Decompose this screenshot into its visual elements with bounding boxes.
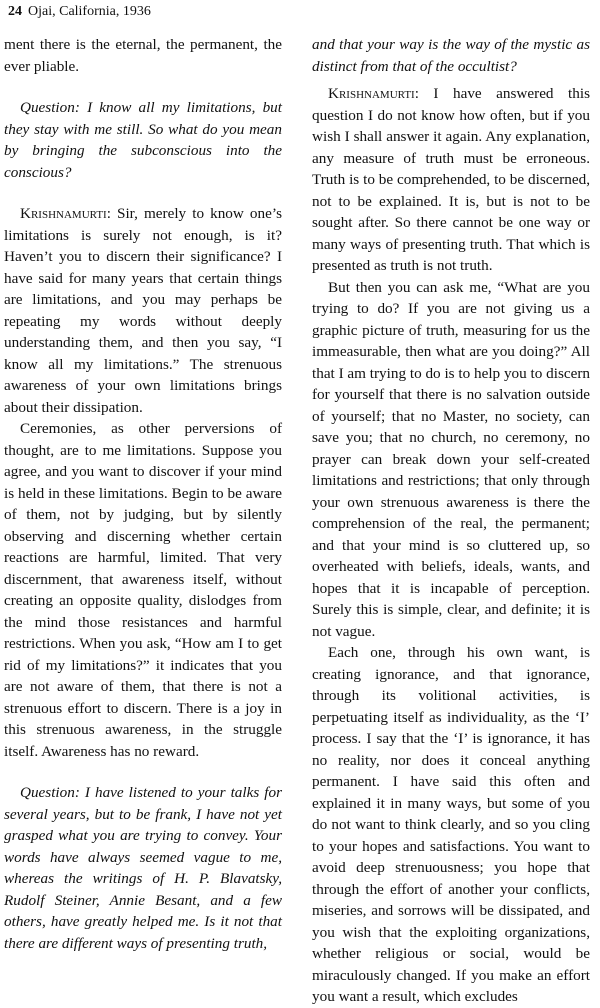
running-header — [8, 3, 151, 20]
answer-1 — [4, 203, 282, 418]
question-2-continued: and that your way is the way of the mystic as distinct from that of the occultist? — [312, 36, 590, 75]
question-2: Question: I have listened to your talks for several years, but to be frank, I have not yet grasped what you are trying to convey. Your words have always seemed vague to me, whereas the writings of H. P. Blavatsky, Rudolf Steiner, Annie Besant, and a few others, have greatly helped me. Is it not that there are different ways of presenting truth, — [4, 784, 282, 952]
answer-2-paragraph-3: Each one, through his own want, is creating ignorance, and that ignorance, through its volitional activities, is perpetuating itself as individuality, as the ‘I’ process. I say that the ‘I’ is ignorance, it has no reality, nor does it conceal anything permanent. I have said this often and explained it in many ways, but some of you do not want to think clearly, and so you cling to your hopes and satisfactions. You want to avoid deep strenuousness; you hope that through the effort of another your conflicts, miseries, and sorrows will be dissipated, and you wish that the exploiting organizations, whether religious or social, would be miraculously changed. If you make an effort you want a result, which excludes — [312, 644, 590, 1005]
question-1: Question: I know all my limitations, but they stay with me still. So what do you mean by bringing the subconscious into the conscious? — [4, 99, 282, 181]
page-number: 24 — [8, 4, 22, 19]
running-title: Ojai, California, 1936 — [28, 4, 151, 19]
answer-2-paragraph-2: But then you can ask me, “What are you trying to do? If you are not giving us a graphic picture of truth, measuring for us the immeasurable, then what are you doing?” All that I am trying to do is to help you to discern for yourself that there is no salvation outside of yourself; that no Master, no society, can save you; that no church, no ceremony, no prayer can break down your self-created limitations and restrictions; that only through your own strenuous awareness is there the comprehension of the real, the permanent; and that your mind is so cluttered up, so overheated with beliefs, ideals, wants, and hopes that it is incapable of perception. Surely this is simple, clear, and definite; it is not vague. — [312, 278, 590, 640]
answer-1-paragraph-2: Ceremonies, as other perversions of thought, are to me limitations. Suppose you agree, and you want to discover if your mind is held in these limitations. Begin to be aware of them, not by judging, but by silently observing and discerning whether certain reactions are harmful, limited. That very discernment, that awareness itself, without creating an opposite quality, dislodges from the mind those resistances and harmful restrictions. When you ask, “How am I to get rid of my limitations?” it indicates that you are not aware of them, that there is not a strenuous effort to discern. There is a joy in this strenuous awareness, in the struggle itself. Awareness has no reward. — [4, 420, 282, 760]
right-column — [312, 34, 590, 1008]
speaker-name: Krishnamurti: — [328, 85, 419, 102]
left-column — [4, 34, 282, 954]
speaker-name: Krishnamurti: — [20, 205, 111, 222]
answer-1-text: Sir, merely to know one’s limitations is surely not enough, is it? Haven’t you to discern their significance? I have said for many years that certain things are limitations, and you may perhaps be repeating my words without deeply understanding them, and then you say, “I know all my limitations.” The strenuous awareness of your own limitations brings about their dissipation. — [4, 205, 282, 416]
answer-2-text: I have answered this question I do not know how often, but if you wish I shall answer it again. Any explanation, any measure of truth must be erroneous. Truth is to be comprehended, to be discerned, not to be explained. It is, but is not to be sought after. So there cannot be one way or many ways of presenting truth. That which is presented as truth is not truth. — [312, 85, 590, 274]
paragraph-continuation: ment there is the eternal, the permanent, the ever pliable. — [4, 36, 282, 75]
answer-2 — [312, 83, 590, 277]
